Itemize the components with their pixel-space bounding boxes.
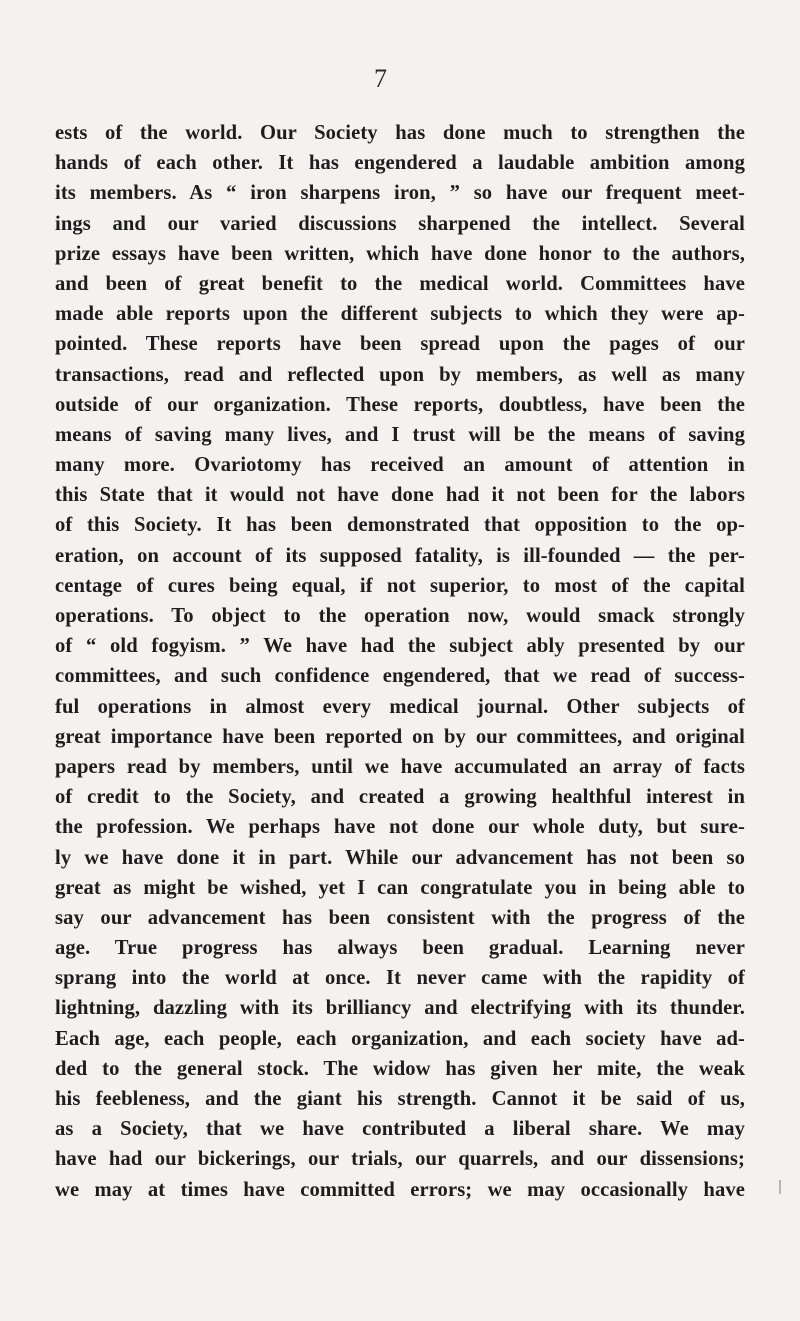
body-text xyxy=(55,118,745,1205)
text-line: operations. To object to the operation now, would smack strongly xyxy=(55,605,745,627)
text-line: hands of each other. It has engendered a laudable ambition among xyxy=(55,152,745,175)
text-line: and been of great benefit to the medical world. Committees have xyxy=(55,272,745,295)
text-line: sprang into the world at once. It never came with the rapidity of xyxy=(55,967,745,990)
text-line: Each age, each people, each organization, and each society have ad- xyxy=(55,1027,745,1050)
text-line: ful operations in almost every medical journal. Other subjects of xyxy=(55,695,745,718)
text-line: committees, and such confidence engendered, that we read of success- xyxy=(55,665,745,688)
text-line: the profession. We perhaps have not done our whole duty, but sure- xyxy=(55,816,745,839)
text-line: of this Society. It has been demonstrated that opposition to the op- xyxy=(55,514,745,537)
text-line: of credit to the Society, and created a growing healthful interest in xyxy=(55,786,745,809)
text-line: his feebleness, and the giant his strength. Cannot it be said of us, xyxy=(55,1088,745,1110)
text-line: ings and our varied discussions sharpened the intellect. Several xyxy=(55,212,745,235)
text-line: as a Society, that we have contributed a liberal share. We may xyxy=(55,1118,745,1141)
page-number: 7 xyxy=(374,64,387,93)
text-line: eration, on account of its supposed fatality, is ill-founded — the per- xyxy=(55,544,745,567)
text-line: great as might be wished, yet I can congratulate you in being able to xyxy=(55,876,745,899)
text-line: have had our bickerings, our trials, our quarrels, and our dissensions; xyxy=(55,1148,745,1171)
text-line: ly we have done it in part. While our advancement has not been so xyxy=(55,846,745,869)
text-line: outside of our organization. These reports, doubtless, have been the xyxy=(55,393,745,416)
text-line: of “ old fogyism. ” We have had the subject ably presented by our xyxy=(55,635,745,658)
text-line: prize essays have been written, which have done honor to the authors, xyxy=(55,242,745,265)
text-line: centage of cures being equal, if not superior, to most of the capital xyxy=(55,574,745,597)
text-line: papers read by members, until we have accumulated an array of facts xyxy=(55,755,745,778)
text-line: this State that it would not have done had it not been for the labors xyxy=(55,484,745,507)
text-line: lightning, dazzling with its brilliancy and electrifying with its thunder. xyxy=(55,997,745,1020)
text-line: many more. Ovariotomy has received an amount of attention in xyxy=(55,454,745,477)
text-line: ded to the general stock. The widow has given her mite, the weak xyxy=(55,1057,745,1080)
text-line: its members. As “ iron sharpens iron, ” so have our frequent meet- xyxy=(55,182,745,205)
text-line: transactions, read and reflected upon by members, as well as many xyxy=(55,363,745,386)
text-line: age. True progress has always been gradual. Learning never xyxy=(55,937,745,960)
paper-mark xyxy=(779,1180,781,1194)
text-line: great importance have been reported on by our committees, and original xyxy=(55,725,745,748)
text-line: say our advancement has been consistent with the progress of the xyxy=(55,906,745,929)
text-line: ests of the world. Our Society has done much to strengthen the xyxy=(55,122,745,144)
text-line: means of saving many lives, and I trust will be the means of saving xyxy=(55,423,745,446)
text-line: we may at times have committed errors; we may occasionally have xyxy=(55,1178,745,1201)
text-line: made able reports upon the different subjects to which they were ap- xyxy=(55,303,745,326)
text-line: pointed. These reports have been spread upon the pages of our xyxy=(55,333,745,356)
